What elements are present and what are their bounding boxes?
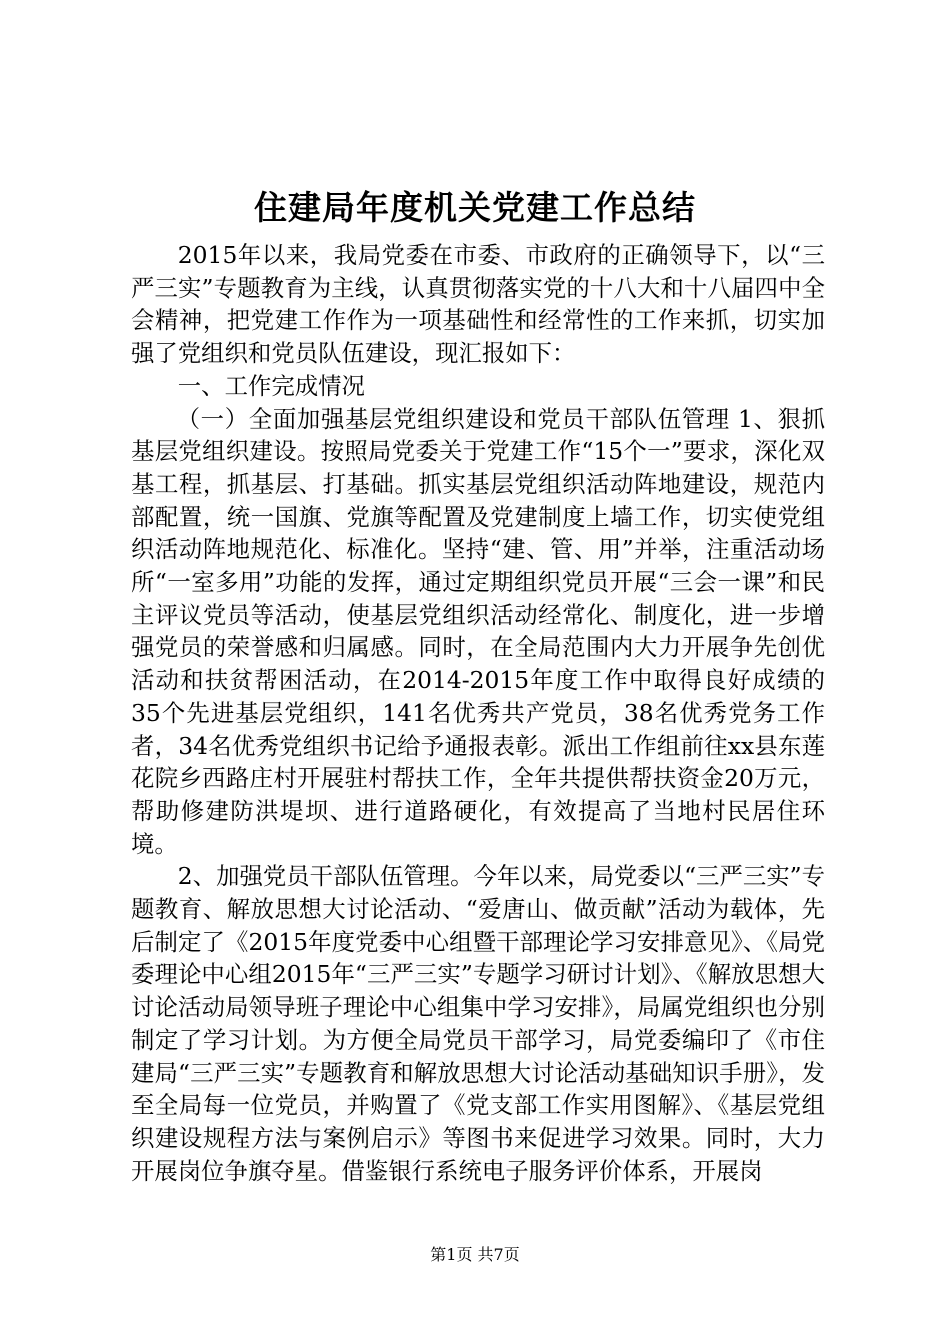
- section-heading: 一、工作完成情况: [177, 371, 365, 400]
- paragraph-section-one: （一）全面加强基层党组织建设和党员干部队伍管理 1、狠抓基层党组织建设。按照局党委关于党建工作“15个一”要求，深化双基工程，抓基层、打基础。抓实基层党组织活动阵地建设，规范内部配置，统一国旗、党旗等配置及党建制度上墙工作，切实使党组织活动阵地规范化、标准化。坚持“建、管、用”并举，注重活动场所“一室多用”功能的发挥，通过定期组织党员开展“三会一课”和民主评议党员等活动，使基层党组织活动经常化、制度化，进一步增强党员的荣誉感和归属感。同时，在全局范围内大力开展争先创优活动和扶贫帮困活动，在2014-2015年度工作中取得良好成绩的35个先进基层党组织，141名优秀共产党员，38名优秀党务工作者，34名优秀党组织书记给予通报表彰。派出工作组前往xx县东莲花院乡西路庄村开展驻村帮扶工作，全年共提供帮扶资金20万元，帮助修建防洪堤坝、进行道路硬化，有效提高了当地村民居住环境。: [131, 404, 825, 858]
- paragraph-intro: 2015年以来，我局党委在市委、市政府的正确领导下，以“三严三实”专题教育为主线，认真贯彻落实党的十八大和十八届四中全会精神，把党建工作作为一项基础性和经常性的工作来抓，切实加强了党组织和党员队伍建设，现汇报如下：: [131, 241, 825, 368]
- page-footer: 第1页 共7页: [430, 1245, 520, 1264]
- document-title: 住建局年度机关党建工作总结: [254, 188, 696, 227]
- document-body: [131, 239, 825, 1187]
- paragraph-section-two: 2、加强党员干部队伍管理。今年以来，局党委以“三严三实”专题教育、解放思想大讨论活动、“爱唐山、做贡献”活动为载体，先后制定了《2015年度党委中心组暨干部理论学习安排意见》、《局党委理论中心组2015年“三严三实”专题学习研讨计划》、《解放思想大讨论活动局领导班子理论中心组集中学习安排》，局属党组织也分别制定了学习计划。为方便全局党员干部学习，局党委编印了《市住建局“三严三实”专题教育和解放思想大讨论活动基础知识手册》，发至全局每一位党员，并购置了《党支部工作实用图解》、《基层党组织建设规程方法与案例启示》等图书来促进学习效果。同时，大力开展岗位争旗夺星。借鉴银行系统电子服务评价体系，开展岗: [131, 862, 825, 1185]
